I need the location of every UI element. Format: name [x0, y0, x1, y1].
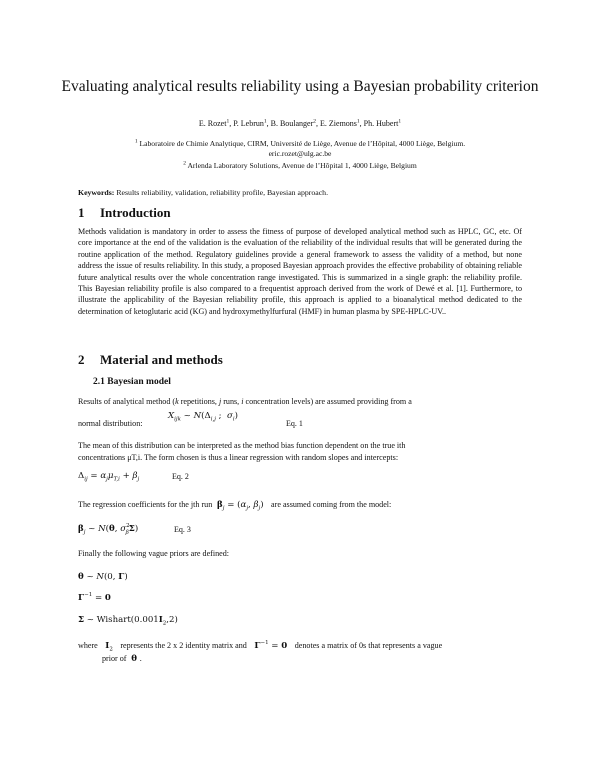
prior-theta: θ ~ N(0, Γ)	[78, 572, 128, 582]
paragraph-line: where $I_2$ represents the 2 x 2 identity matrix and $\Gamma^{-1} = 0$ denotes a matrix of 0s that represents a vague	[78, 640, 443, 653]
paper-title: Evaluating analytical results reliability using a Bayesian probability criterion	[61, 78, 539, 95]
paragraph-line: prior of θ .	[102, 654, 142, 664]
author: Ph. Hubert	[363, 119, 399, 128]
paragraph-line: Finally the following vague priors are defined:	[78, 549, 230, 558]
author: E. Rozet	[198, 119, 227, 128]
paragraph-line: Results of analytical method (k repetitions, j runs, i concentration levels) are assumed providing from a	[78, 397, 412, 406]
prior-sigma: Σ ~ $Wishart(0.001I_2,2)$	[78, 615, 178, 627]
equation-3: $\beta_j$ ~ N(θ, $\sigma^2_\beta\Sigma$)	[78, 523, 139, 536]
equation-1-label: Eq. 1	[286, 419, 303, 428]
paragraph-line: The regression coefficients for the jth run $\beta_j = (\alpha_j$, $\beta_j$) are assumed coming from the model:	[78, 500, 392, 512]
subsection-heading-bayesian-model: 2.1 Bayesian model	[93, 377, 171, 387]
author: E. Ziemons	[320, 119, 357, 128]
author-list: E. Rozet$^1$, P. Lebrun$^1$, B. Boulanger$^2$, E. Ziemons$^1$, Ph. Hubert$^1$	[198, 118, 402, 128]
affiliation-2: $^2$ Arlenda Laboratory Solutions, Avenue de l’Hôpital 1, 4000 Liège, Belgium	[183, 160, 417, 170]
section-heading-methods: 2 Material and methods	[78, 352, 223, 367]
equation-1: $X_{ijk}$ ~ $N(\Delta_{i,j}$ ; $\sigma_i$)	[168, 411, 239, 423]
inline-identity-matrix: $I_2$	[105, 641, 113, 653]
author: P. Lebrun	[233, 119, 264, 128]
author-email: eric.rozet@ulg.ac.be	[268, 149, 332, 158]
paragraph-line: concentrations μT,i. The form chosen is thus a linear regression with random slopes and intercepts:	[78, 453, 399, 462]
paragraph-line: The mean of this distribution can be interpreted as the method bias function dependent on the true ith	[78, 441, 406, 450]
paragraph-line: normal distribution:	[78, 419, 143, 428]
equation-2: $\Delta_{ij} = \alpha_j\mu_{T,i} + \beta_j$	[78, 471, 140, 483]
equation-3-label: Eq. 3	[174, 525, 191, 534]
keywords-label: Keywords:	[78, 188, 115, 197]
affiliation-1: $^1$ Laboratoire de Chimie Analytique, CIRM, Université de Liège, Avenue de l’Hôpital, 4000 Liège, Belgium. eric.rozet@ulg.ac.be	[134, 138, 466, 158]
inline-theta: θ	[131, 654, 137, 664]
inline-beta-vector: $\beta_j = (\alpha_j$, $\beta_j$)	[217, 500, 270, 512]
keywords: Keywords: Results reliability, validation, reliability profile, Bayesian approach.	[78, 188, 329, 197]
section-heading-introduction: 1 Introduction	[78, 205, 171, 220]
prior-gamma: $\Gamma^{-1} = 0$	[78, 592, 111, 603]
inline-gamma-inverse: $\Gamma^{-1} = 0$	[254, 640, 288, 651]
intro-paragraph: Methods validation is mandatory in order to assess the fitness of purpose of developed analytical method such as HPLC, GC, etc. Of core importance at the end of the validation is the evaluation of the reliability of the individual results that will be generated during the routine application of the method. Regulatory guidelines provide a general framework to assess the validity of a method, but none address the issue of results reliability. In this study, a proposed Bayesian approach provides the effective probability of obtaining reliable future analytical results over the whole concentration range investigated. This is summarized in a single graph: the reliability profile. This Bayesian reliability profile is also compared to a frequentist approach derived from the work of Dewé et al. [1]. Furthermore, to illustrate the applicability of the Bayesian reliability profile, this approach is applied to a bioanalytical method dedicated to the determination of ketoglutaric acid (KG) and hydroxymethylfurfural (HMF) in human plasma by SPE-HPLC-UV..	[78, 227, 522, 316]
author: B. Boulanger	[270, 119, 314, 128]
equation-2-label: Eq. 2	[172, 472, 189, 481]
